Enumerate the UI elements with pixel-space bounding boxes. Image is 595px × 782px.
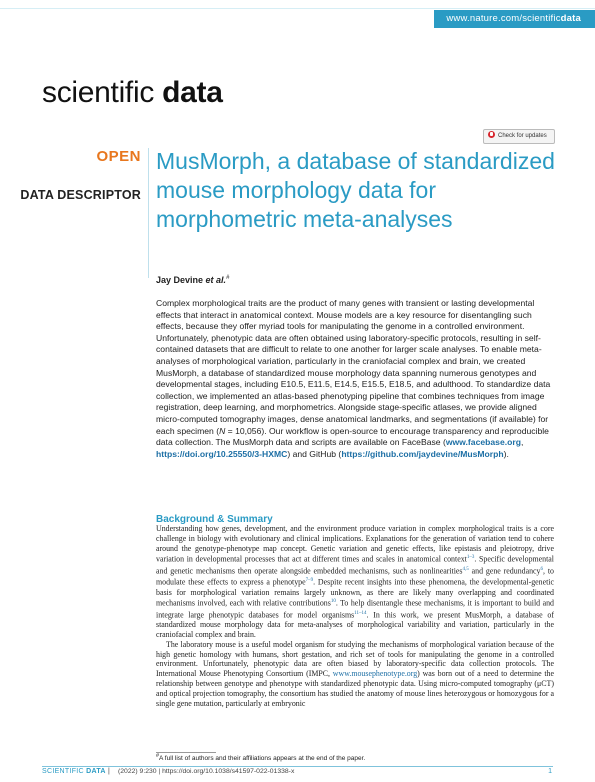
reference[interactable]: 10 — [330, 599, 336, 605]
reference[interactable]: 1–3 — [466, 555, 475, 561]
top-bar — [0, 0, 595, 30]
doi-data-link[interactable]: https://doi.org/10.25550/3-HXMC — [156, 448, 288, 459]
paragraph: The laboratory mouse is a useful model organism for studying the mechanisms of morphological variation because of the high genetic homology with humans, short gestation, and rich set of tools for manipulating the genome in a controlled environment. Unfortunately, phenotypic data are often biased by laboratory-specific data collection protocols. The International Mouse Phenotyping Consortium (IMPC, www.mousephenotype.org) was born out of a need to determine the relationship between genotype and phenotype with standardized phenotypic data. Using micro-computed tomography (μCT) and optical projection tomography, the consortium has studied the anatomy of mouse lines heterozygous or homozygous for a single gene mutation, particularly at embryonic — [156, 639, 554, 708]
footer-divider — [42, 766, 553, 767]
author-list[interactable]: Jay Devine et al.# — [156, 275, 230, 285]
reference[interactable]: 4,5 — [462, 566, 469, 572]
journal-url-link[interactable]: www.nature.com/scientificdata — [434, 10, 595, 28]
impc-link[interactable]: www.mousephenotype.org — [332, 669, 418, 679]
abstract: Complex morphological traits are the product of many genes with transient or lasting developmental effects that interact in anatomical context. Mouse models are a key resource for disentangling such effects, because they offer myriad tools for manipulating the genome in a controlled environment. Unfortunately, phenotypic data are often obtained using laboratory-specific protocols, resulting in self-contained datasets that are difficult to relate to one another for larger scale analyses. To enable meta-analyses of morphological variation, particularly in the craniofacial complex and brain, we created MusMorph, a database of standardized mouse morphology data spanning numerous genotypes and developmental stages, including E10.5, E11.5, E14.5, E15.5, E18.5, and adulthood. To standardize data collection, we implemented an atlas-based phenotyping pipeline that combines techniques from image registration, deep learning, and morphometrics. Alongside stage-specific atlases, we provide aligned micro-computed tomography images, dense anatomical landmarks, and segmentations (if available) for each specimen (N = 10,056). Our workflow is open-source to encourage transparency and reproducible data collection. The MusMorph data and scripts are available on FaceBase (www.facebase.org, https://doi.org/10.25550/3-HXMC) and GitHub (https://github.com/jaydevine/MusMorph). — [156, 298, 551, 459]
top-band — [0, 8, 595, 9]
check-for-updates-button[interactable]: Check for updates — [483, 129, 555, 144]
reference[interactable]: 11–14 — [354, 610, 367, 616]
footer-journal-name: SCIENTIFIC DATA | — [42, 768, 111, 775]
footnote: #A full list of authors and their affiliations appears at the end of the paper. — [156, 753, 366, 763]
reference[interactable]: 7–9 — [305, 578, 314, 584]
article-title: MusMorph, a database of standardized mouse morphology data for morphometric meta-analyses — [156, 148, 555, 232]
paragraph: Understanding how genes, development, and the environment produce variation in complex morphological traits is a core challenge in biology with evolutionary and clinical implications. Explanations for the generation of variation tend to cohere around the genotype-phenotype map concept. Genetic variation and genetic effects, like epistasis and pleiotropy, drive variation in developmental processes that act at different times and scales in anatomical context$^{1-3}$. Specific developmental and genetic mechanisms then operate alongside embedded mechanisms, such as nonlinearities$^{4,5}$ and gene redundancy$^6$, to modulate these effects to express a phenotype$^{7-9}$. Despite recent insights into these phenomena, the developmental-genetic basis for morphological variation remains largely unknown, as there are likely many overlapping and coordinated mechanisms involved, each with relative contributions$^{10}$. To help disentangle these mechanisms, it is important to build and integrate large phenotypic databases for model organisms$^{11-14}$. In this work, we present MusMorph, a database of standardized mouse morphology data for meta-analyses of morphological variability and variation, particularly in the craniofacial complex and brain. — [156, 524, 555, 640]
footer-citation[interactable]: (2022) 9:230 | https://doi.org/10.1038/s41597-022-01338-x — [118, 768, 295, 775]
reference[interactable]: 6 — [540, 566, 543, 572]
open-access-label: OPEN — [96, 148, 141, 165]
body-text — [156, 524, 554, 708]
title-divider — [148, 148, 149, 278]
article-type-label: DATA DESCRIPTOR — [20, 188, 141, 202]
updates-icon — [488, 131, 495, 138]
github-link[interactable]: https://github.com/jaydevine/MusMorph — [341, 448, 504, 459]
journal-logo: scientific data — [42, 76, 223, 109]
section-heading: Background & Summary — [156, 514, 273, 525]
facebase-link[interactable]: www.facebase.org — [445, 437, 521, 448]
page-number: 1 — [548, 768, 552, 775]
